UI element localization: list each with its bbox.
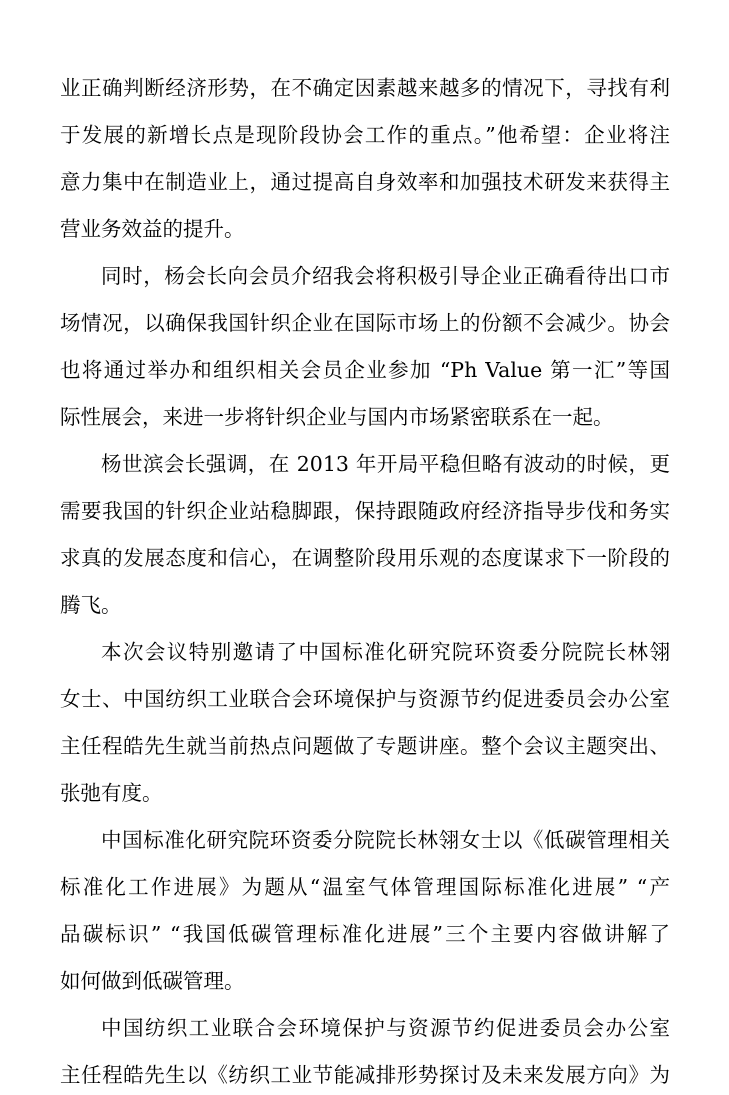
paragraph-first-line: 同时，杨会长向会员介绍我会将积极引导企业正确看待出口市 [101, 264, 670, 288]
text-line: 主任程皓先生就当前热点问题做了专题讲座。整个会议主题突出、 [60, 734, 670, 758]
text-line: 标准化工作进展》为题从“温室气体管理国际标准化进展” “产 [60, 875, 670, 899]
paragraph-first-line: 杨世滨会长强调，在 2013 年开局平稳但略有波动的时候，更 [101, 452, 670, 476]
paragraph-first-line: 中国纺织工业联合会环境保护与资源节约促进委员会办公室 [101, 1016, 670, 1040]
text-line: 女士、中国纺织工业联合会环境保护与资源节约促进委员会办公室 [60, 687, 670, 711]
text-line: 张弛有度。 [60, 781, 163, 805]
text-line: 需要我国的针织企业站稳脚跟，保持跟随政府经济指导步伐和务实 [60, 499, 670, 523]
paragraph-first-line: 中国标准化研究院环资委分院院长林翎女士以《低碳管理相关 [101, 828, 670, 852]
text-line: 场情况，以确保我国针织企业在国际市场上的份额不会减少。协会 [60, 311, 670, 335]
text-line: 际性展会，来进一步将针织企业与国内市场紧密联系在一起。 [60, 405, 614, 429]
text-line: 品碳标识” “我国低碳管理标准化进展”三个主要内容做讲解了 [60, 922, 670, 946]
text-line: 也将通过举办和组织相关会员企业参加 “Ph Value 第一汇”等国 [60, 358, 670, 382]
text-line: 腾飞。 [60, 593, 122, 617]
text-line: 求真的发展态度和信心，在调整阶段用乐观的态度谋求下一阶段的 [60, 546, 670, 570]
text-line: 意力集中在制造业上，通过提高自身效率和加强技术研发来获得主 [60, 170, 670, 194]
text-line: 如何做到低碳管理。 [60, 969, 245, 993]
text-line: 业正确判断经济形势，在不确定因素越来越多的情况下，寻找有利 [60, 76, 670, 100]
text-line: 营业务效益的提升。 [60, 217, 245, 241]
text-line: 于发展的新增长点是现阶段协会工作的重点。”他希望：企业将注 [60, 123, 670, 147]
text-line: 主任程皓先生以《纺织工业节能减排形势探讨及未来发展方向》为 [60, 1063, 670, 1087]
paragraph-first-line: 本次会议特别邀请了中国标准化研究院环资委分院院长林翎 [101, 640, 670, 664]
